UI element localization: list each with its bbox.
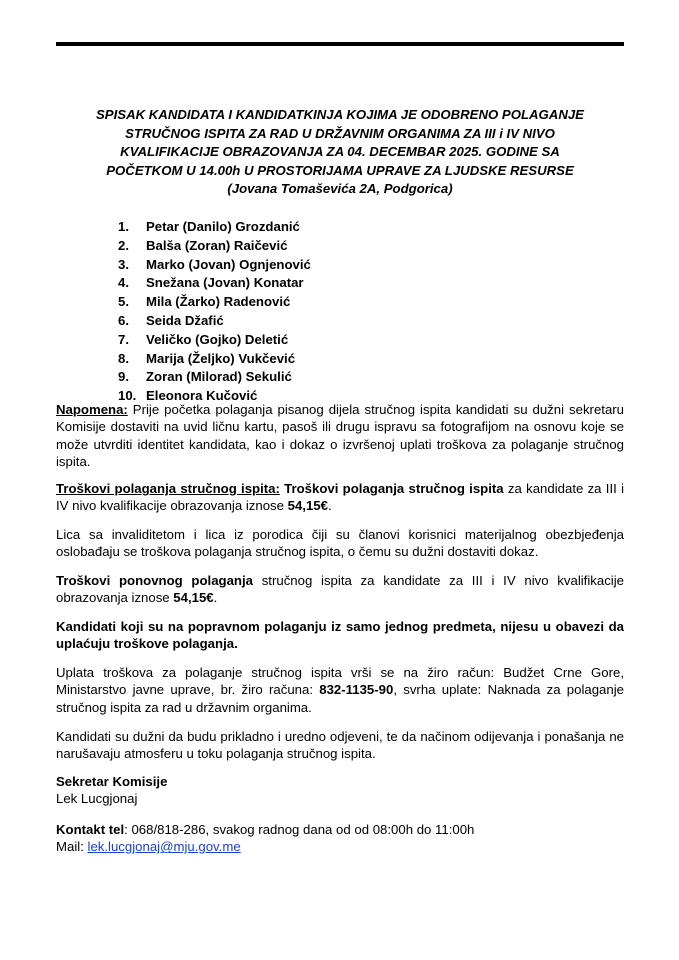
- uplata-paragraph: [56, 664, 624, 716]
- candidate-name: Eleonora Kučović: [146, 388, 258, 404]
- invaliditet-paragraph: Lica sa invaliditetom i lica iz porodica čiji su članovi korisnici materijalnog obezbjeđenja oslobađaju se troškova polaganja stručnog ispita, o čemu su dužni dostaviti dokaz.: [56, 527, 624, 560]
- candidate-item: [118, 256, 311, 275]
- candidate-item: [118, 350, 311, 369]
- uplata-text: Uplata troškova za polaganje stručnog ispita vrši se na žiro račun: Budžet Crne Gore, Ministarstvo javne uprave, br. žiro računa:: [56, 665, 624, 698]
- candidate-name: Petar (Danilo) Grozdanić: [146, 219, 300, 234]
- candidate-item: [118, 368, 311, 387]
- candidate-item: [118, 293, 311, 312]
- signature-role: Sekretar Komisije: [56, 774, 168, 789]
- napomena-text: Prije početka polaganja pisanog dijela stručnog ispita kandidati su dužni sekretaru Komisije dostaviti na uvid ličnu kartu, pasoš ili drugu ispravu sa fotografijom na osnovu koje se može utvrditi identitet kandidata, kao i dokaz o izvršenoj uplati troškova za polaganje stručnog ispita.: [56, 402, 624, 469]
- candidate-number: 6.: [118, 312, 129, 328]
- napomena-label: Napomena:: [56, 402, 128, 417]
- candidate-number: 3.: [118, 256, 129, 272]
- candidate-list: [118, 218, 311, 406]
- candidate-name: Zoran (Milorad) Sekulić: [146, 369, 292, 385]
- troskovi-amount: 54,15€: [287, 498, 328, 514]
- ponovno-text: stručnog ispita za kandidate za III i IV nivo kvalifikacije obrazovanja iznose: [56, 573, 624, 606]
- signature-block: [56, 773, 624, 808]
- napomena-paragraph: [56, 401, 624, 470]
- ponovno-paragraph: [56, 572, 624, 607]
- title-line-1: SPISAK KANDIDATA I KANDIDATKINJA KOJIMA JE ODOBRENO POLAGANJE: [96, 107, 584, 122]
- troskovi-bold-lead: Troškovi polaganja stručnog ispita: [279, 481, 504, 496]
- candidate-name: Mila (Žarko) Radenović: [146, 294, 291, 310]
- candidate-number: 7.: [118, 331, 129, 347]
- candidate-item: [118, 331, 311, 350]
- mail-label: Mail:: [56, 839, 88, 855]
- troskovi-paragraph: [56, 480, 624, 515]
- candidate-name: Snežana (Jovan) Konatar: [146, 275, 304, 291]
- odijevanje-paragraph: Kandidati su dužni da budu prikladno i uredno odjeveni, te da načinom odijevanja i ponašanja ne narušavaju atmosferu u toku polaganja stručnog ispita.: [56, 729, 624, 762]
- title-line-2: STRUČNOG ISPITA ZA RAD U DRŽAVNIM ORGANIMA ZA III i IV NIVO: [125, 125, 555, 141]
- candidate-name: Marija (Željko) Vukčević: [146, 350, 296, 366]
- candidate-number: 1.: [118, 219, 129, 234]
- document-title: [56, 106, 624, 199]
- candidate-name: Marko (Jovan) Ognjenović: [146, 256, 311, 272]
- contact-block: [56, 821, 624, 856]
- popravni-paragraph: Kandidati koji su na popravnom polaganju iz samo jednog predmeta, nijesu u obavezi da uplaćuju troškove polaganja.: [56, 619, 624, 652]
- troskovi-text: za kandidate za III i IV nivo kvalifikacije obrazovanja iznose: [56, 481, 624, 514]
- title-line-5: (Jovana Tomaševića 2A, Podgorica): [227, 181, 453, 196]
- title-line-4: POČETKOM U 14.00h U PROSTORIJAMA UPRAVE ZA LJUDSKE RESURSE: [106, 162, 574, 178]
- candidate-item: [118, 312, 311, 331]
- signature-name: Lek Lucgjonaj: [56, 791, 138, 807]
- ponovno-end: .: [213, 590, 218, 606]
- candidate-item: [118, 237, 311, 256]
- candidate-name: Veličko (Gojko) Deletić: [146, 331, 289, 347]
- contact-label: Kontakt tel: [56, 822, 125, 837]
- candidate-number: 5.: [118, 294, 129, 310]
- candidate-number: 2.: [118, 237, 129, 253]
- ponovno-amount: 54,15€: [173, 590, 214, 606]
- candidate-item: [118, 274, 311, 293]
- candidate-item: [118, 218, 311, 237]
- candidate-number: 4.: [118, 275, 129, 291]
- uplata-text-2: , svrha uplate: Naknada za polaganje stručnog ispita za rad u državnim organima.: [56, 682, 624, 715]
- candidate-number: 10.: [118, 388, 137, 404]
- candidate-name: Seida Džafić: [146, 312, 224, 328]
- title-line-3: KVALIFIKACIJE OBRAZOVANJA ZA 04. DECEMBAR 2025. GODINE SA: [120, 144, 560, 159]
- candidate-number: 9.: [118, 369, 129, 385]
- candidate-number: 8.: [118, 350, 129, 366]
- troskovi-end: .: [327, 498, 332, 514]
- email-link[interactable]: lek.lucgjonaj@mju.gov.me: [87, 839, 241, 855]
- troskovi-label: Troškovi polaganja stručnog ispita:: [56, 481, 280, 496]
- candidate-name: Balša (Zoran) Raičević: [146, 237, 288, 253]
- ponovno-bold-lead: Troškovi ponovnog polaganja: [56, 573, 253, 588]
- uplata-account-number: 832-1135-90: [319, 682, 394, 698]
- contact-text: : 068/818-286, svakog radnog dana od od 08:00h do 11:00h: [124, 822, 475, 837]
- top-horizontal-rule: [56, 42, 624, 46]
